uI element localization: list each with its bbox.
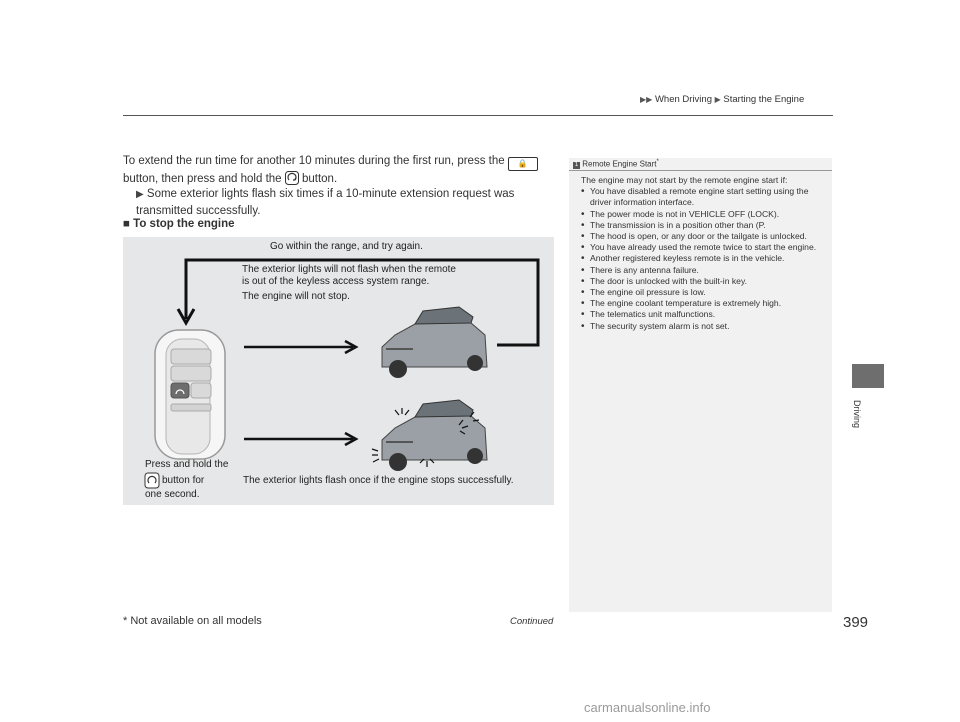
- section-heading: ■ To stop the engine: [123, 218, 235, 230]
- retry-label: Go within the range, and try again.: [270, 241, 423, 252]
- square-bullet-icon: ■: [123, 218, 130, 230]
- lock-button-icon: 🔒: [508, 157, 538, 171]
- breadcrumb: [640, 94, 804, 105]
- list-item: • You have disabled a remote engine start setting using the driver information interface.: [581, 186, 826, 208]
- watermark: carmanualsonline.info: [584, 700, 711, 715]
- remote-start-icon: [285, 171, 299, 185]
- suv-no-flash: [382, 307, 487, 378]
- note-body: [581, 175, 826, 332]
- sub-bullet: [136, 186, 556, 219]
- chapter-label: Driving: [852, 400, 862, 429]
- press-hold-text-3: one second.: [145, 489, 200, 500]
- para-text-3: button.: [301, 173, 338, 185]
- list-item: • Another registered keyless remote is in the vehicle.: [581, 253, 826, 264]
- list-item: • The security system alarm is not set.: [581, 321, 826, 332]
- double-arrow-icon: ▶▶: [640, 95, 653, 104]
- note-number-icon: 1: [574, 161, 579, 168]
- key-fob: [155, 330, 225, 459]
- list-item: • There is any antenna failure.: [581, 265, 826, 276]
- list-item: • The hood is open, or any door or the tailgate is unlocked.: [581, 231, 826, 242]
- note-rule: [569, 170, 832, 171]
- arrow-icon: ▶: [136, 189, 144, 200]
- no-stop-text: The engine will not stop.: [242, 291, 350, 302]
- list-item: • The door is unlocked with the built-in key.: [581, 276, 826, 287]
- footnote: * Not available on all models: [123, 615, 262, 627]
- press-hold-text-1: Press and hold the: [145, 459, 229, 470]
- note-intro: The engine may not start by the remote engine start if:: [581, 175, 788, 185]
- page-number: 399: [843, 614, 869, 631]
- list-item: • You have already used the remote twice to start the engine.: [581, 242, 826, 253]
- arrow-icon: ▶: [714, 95, 721, 104]
- para-text-2: button, then press and hold the: [123, 173, 282, 185]
- continued-label: Continued: [510, 616, 554, 627]
- list-item: • The transmission is in a position other than (P.: [581, 220, 826, 231]
- chapter-tab: [852, 364, 884, 388]
- press-hold-text-2: button for: [162, 475, 205, 486]
- note-title: 1 Remote Engine Start*: [574, 159, 659, 169]
- list-item: • The engine oil pressure is low.: [581, 287, 826, 298]
- breadcrumb-item-2: Starting the Engine: [723, 94, 805, 105]
- flash-once-text: The exterior lights flash once if the engine stops successfully.: [243, 475, 514, 486]
- list-item: • The engine coolant temperature is extremely high.: [581, 298, 826, 309]
- note-list: [581, 186, 826, 332]
- para-text-1: To extend the run time for another 10 minutes during the first run, press the: [123, 155, 505, 167]
- breadcrumb-item-1: When Driving: [654, 94, 712, 105]
- header-rule: [123, 115, 833, 116]
- no-flash-text-2: is out of the keyless access system range.: [242, 276, 430, 287]
- list-item: • The telematics unit malfunctions.: [581, 309, 826, 320]
- remote-start-icon: [145, 473, 159, 488]
- list-item: • The power mode is not in VEHICLE OFF (LOCK).: [581, 209, 826, 220]
- sub-bullet-text: Some exterior lights flash six times if a 10-minute extension request was transmitted successfully.: [136, 188, 515, 217]
- body-paragraph: [123, 153, 553, 188]
- no-flash-text-1: The exterior lights will not flash when the remote: [242, 264, 456, 275]
- suv-flash: [372, 400, 487, 471]
